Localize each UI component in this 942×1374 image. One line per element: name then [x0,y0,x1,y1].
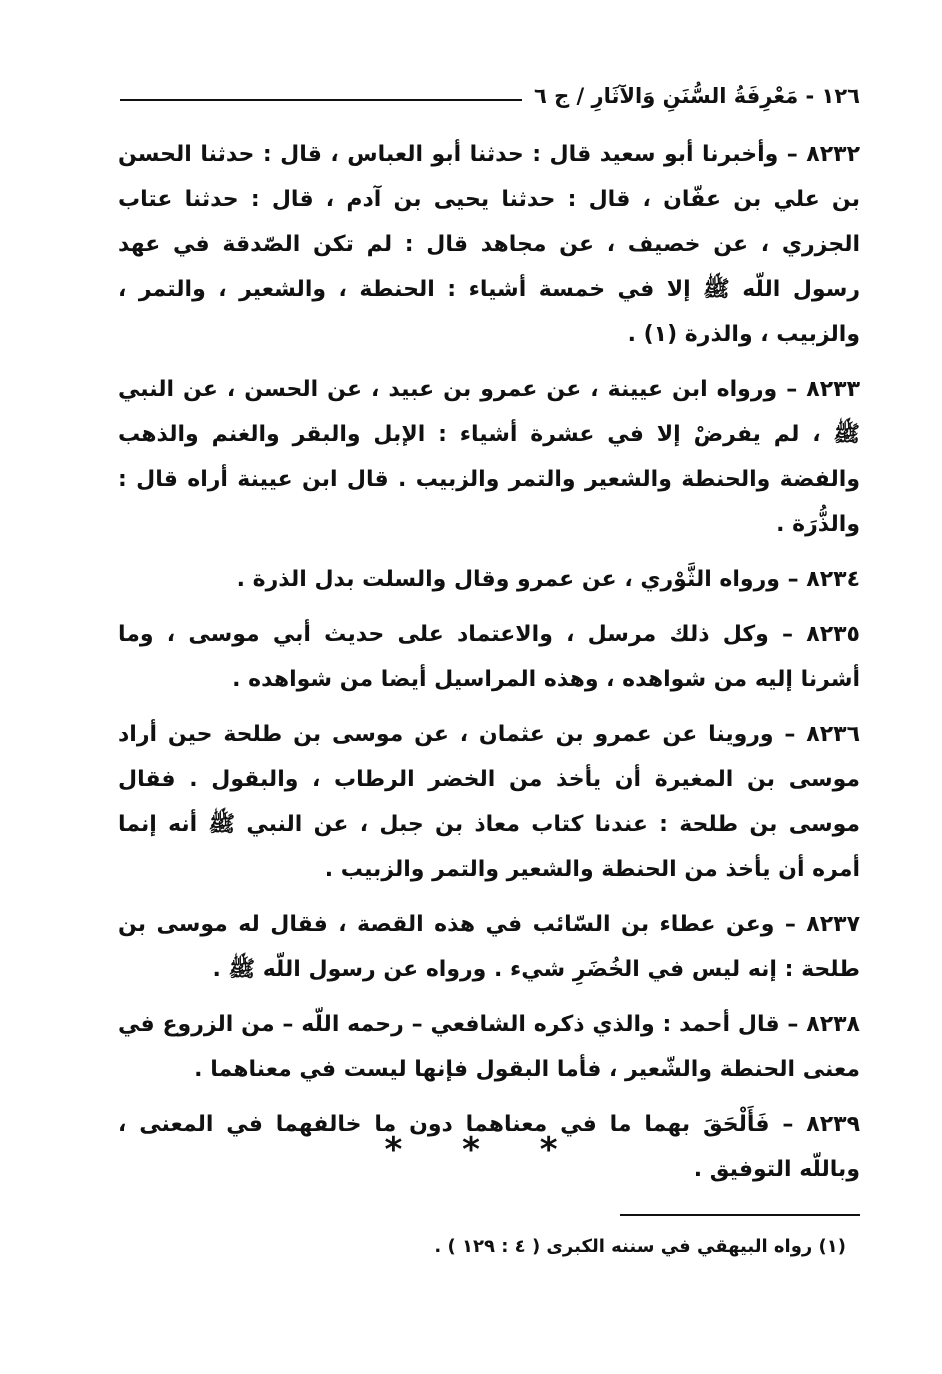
separator-star: * [462,1130,480,1170]
section-separator [0,1130,942,1170]
footnote-rule [620,1214,860,1216]
paragraph-8233 [118,367,860,547]
paragraph-number: ٨٢٣٩ [806,1112,860,1137]
paragraph-8235 [118,612,860,702]
paragraph-text: – وروينا عن عمرو بن عثمان ، عن موسى بن طلحة حين أراد موسى بن المغيرة أن يأخذ من الخضر الرطاب ، والبقول . فقال موسى بن طلحة : عندنا كتاب معاذ بن جبل ، عن النبي ﷺ أنه إنما أمره أن يأخذ من الحنطة والشعير والتمر والزبيب . [118,722,860,882]
paragraph-number: ٨٢٣٧ [806,912,860,937]
paragraph-text: – وأخبرنا أبو سعيد قال : حدثنا أبو العباس ، قال : حدثنا الحسن بن علي بن عفّان ، قال : حدثنا يحيى بن آدم ، قال : حدثنا عتاب الجزري ، عن خصيف ، عن مجاهد قال : لم تكن الصّدقة في عهد رسول اللّه ﷺ إلا في خمسة أشياء : الحنطة ، والشعير ، والتمر ، والزبيب ، والذرة (١) . [118,142,860,347]
paragraph-8232 [118,132,860,357]
paragraph-text: – قال أحمد : والذي ذكره الشافعي – رحمه اللّه – من الزروع في معنى الحنطة والشّعير ، فأما البقول فإنها ليست في معناهما . [118,1012,860,1082]
paragraph-text: – وعن عطاء بن السّائب في هذه القصة ، فقال له موسى بن طلحة : إنه ليس في الخُضَرِ شيء . ورواه عن رسول اللّه ﷺ . [118,912,860,982]
paragraph-number: ٨٢٣٤ [806,567,860,592]
paragraph-8236 [118,712,860,892]
header-rule [120,99,522,101]
paragraph-number: ٨٢٣٨ [806,1012,860,1037]
separator-star: * [384,1130,403,1170]
separator-star: * [539,1130,558,1170]
paragraph-8238 [118,1002,860,1092]
paragraph-number: ٨٢٣٢ [806,142,860,167]
paragraph-number: ٨٢٣٣ [806,377,860,402]
paragraph-number: ٨٢٣٦ [806,722,860,747]
paragraph-text: – وكل ذلك مرسل ، والاعتماد على حديث أبي موسى ، وما أشرنا إليه من شواهده ، وهذه المراسيل أيضا من شواهده . [118,622,860,692]
running-head [120,80,860,112]
paragraph-text: – ورواه الثَّوْري ، عن عمرو وقال والسلت بدل الذرة . [236,567,799,592]
paragraph-8234 [118,557,860,602]
paragraph-text: – فَأَلْحَقَ بهما ما في معناهما دون ما خالفهما في المعنى ، وباللّه التوفيق . [118,1112,860,1182]
body-text [118,132,860,1202]
paragraph-number: ٨٢٣٥ [806,622,860,647]
running-head-title: ١٢٦ - مَعْرِفَةُ السُّنَنِ وَالآثَارِ / ج ٦ [533,84,860,108]
paragraph-text: – ورواه ابن عيينة ، عن عمرو بن عبيد ، عن الحسن ، عن النبي ﷺ ، لم يفرضْ إلا في عشرة أشياء : الإبل والبقر والغنم والذهب والفضة والحنطة والشعير والتمر والزبيب . قال ابن عيينة أراه قال : والذُّرَة . [118,377,860,537]
footnote: (١) رواه البيهقي في سننه الكبرى ( ٤ : ١٢٩ ) . [434,1236,846,1257]
paragraph-8237 [118,902,860,992]
